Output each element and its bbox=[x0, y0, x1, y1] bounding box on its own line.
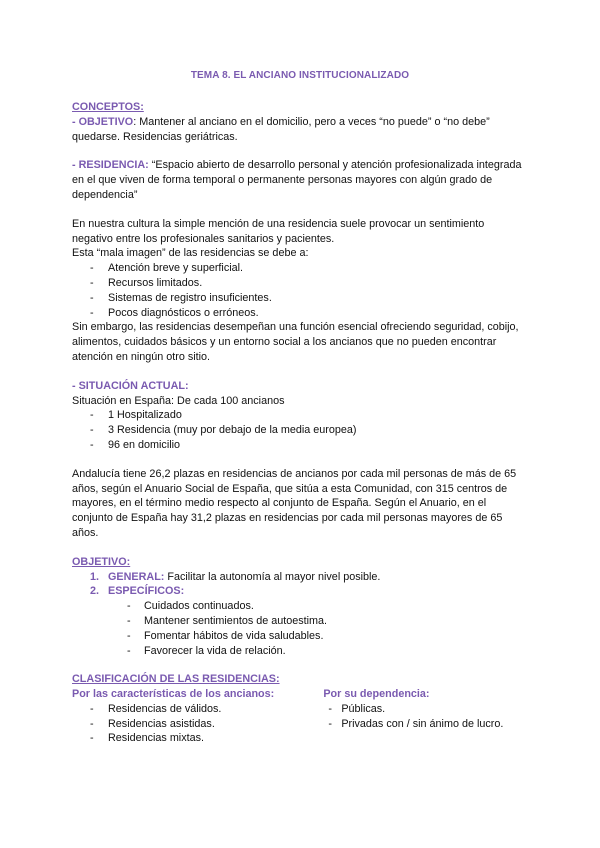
general-lead: GENERAL: bbox=[108, 570, 165, 583]
situacion-heading: - SITUACIÓN ACTUAL: bbox=[72, 379, 189, 392]
especificos-lead: ESPECÍFICOS: bbox=[108, 585, 185, 598]
objetivo-general-item bbox=[72, 570, 522, 585]
general-text: Facilitar la autonomía al mayor nivel posible. bbox=[164, 570, 381, 583]
list-item: - Sistemas de registro insuficientes. bbox=[72, 291, 522, 306]
clasificacion-left-list bbox=[72, 702, 323, 746]
objetivo-especificos-item bbox=[72, 584, 522, 599]
list-item: - Mantener sentimientos de autoestima. bbox=[72, 614, 522, 629]
situacion-list bbox=[72, 408, 522, 452]
clasificacion-columns bbox=[72, 687, 522, 746]
list-item: - Recursos limitados. bbox=[72, 276, 522, 291]
clasificacion-left-column bbox=[72, 687, 323, 746]
list-item: - 3 Residencia (muy por debajo de la media europea) bbox=[72, 423, 522, 438]
list-item: - Favorecer la vida de relación. bbox=[72, 644, 522, 659]
objetivo-lead: - OBJETIVO bbox=[72, 115, 134, 128]
objetivo-heading: OBJETIVO: bbox=[72, 555, 131, 568]
mala-imagen-list bbox=[72, 261, 522, 320]
conceptos-heading: CONCEPTOS: bbox=[72, 101, 144, 113]
list-item: - Atención breve y superficial. bbox=[72, 261, 522, 276]
document-title: TEMA 8. EL ANCIANO INSTITUCIONALIZADO bbox=[190, 70, 410, 81]
objetivo-text: : Mantener al anciano en el domicilio, pero a veces “no puede” o “no debe” quedarse. Residencias geriátricas. bbox=[72, 115, 490, 143]
clasificacion-heading: CLASIFICACIÓN DE LAS RESIDENCIAS: bbox=[72, 673, 280, 686]
objetivo-list bbox=[72, 570, 522, 600]
list-item: - Públicas. bbox=[323, 702, 522, 717]
sin-embargo-paragraph: Sin embargo, las residencias desempeñan una función esencial ofreciendo seguridad, cobijo, alimentos, cuidados básicos y un entorno social a los ancianos que no pueden encontrar atención en ningún otro sitio. bbox=[72, 321, 519, 363]
list-item: - Residencias mixtas. bbox=[72, 731, 323, 746]
list-item: - Fomentar hábitos de vida saludables. bbox=[72, 629, 522, 644]
mala-imagen-intro: Esta “mala imagen” de las residencias se debe a: bbox=[72, 247, 309, 260]
list-item: - 1 Hospitalizado bbox=[72, 408, 522, 423]
residencia-lead: - RESIDENCIA: bbox=[72, 159, 149, 172]
objetivo-paragraph bbox=[72, 115, 522, 145]
list-item: - Pocos diagnósticos o erróneos. bbox=[72, 306, 522, 321]
list-item: - Residencias de válidos. bbox=[72, 702, 323, 717]
residencia-text: “Espacio abierto de desarrollo personal y atención profesionalizada integrada en el que viven de forma temporal o permanente personas mayores con algún grado de dependencia” bbox=[72, 159, 522, 201]
list-item: - Privadas con / sin ánimo de lucro. bbox=[323, 717, 522, 732]
situacion-intro: Situación en España: De cada 100 ancianos bbox=[72, 394, 285, 407]
general-number: 1. bbox=[90, 570, 100, 583]
andalucia-paragraph: Andalucía tiene 26,2 plazas en residencias de ancianos por cada mil personas de más de 65 años, según el Anuario Social de España, que sitúa a esta Comunidad, con 315 centros de mayores, en el término medio respecto al conjunto de España. Según el Anuario, en el conjunto de España hay 31,2 plazas en residencias por cada mil personas mayores de 65 años. bbox=[72, 467, 517, 539]
especificos-list bbox=[72, 599, 522, 658]
cultura-paragraph: En nuestra cultura la simple mención de una residencia suele provocar un sentimiento negativo entre los profesionales sanitarios y pacientes. bbox=[72, 217, 485, 245]
document-body bbox=[72, 100, 522, 746]
clasificacion-right-list bbox=[323, 702, 522, 732]
list-item: - Residencias asistidas. bbox=[72, 717, 323, 732]
list-item: - Cuidados continuados. bbox=[72, 599, 522, 614]
residencia-paragraph bbox=[72, 158, 522, 202]
clasificacion-right-column bbox=[323, 687, 522, 746]
especificos-number: 2. bbox=[90, 585, 100, 598]
list-item: - 96 en domicilio bbox=[72, 438, 522, 453]
clasificacion-left-heading: Por las características de los ancianos: bbox=[72, 688, 275, 701]
clasificacion-right-heading: Por su dependencia: bbox=[323, 688, 430, 701]
